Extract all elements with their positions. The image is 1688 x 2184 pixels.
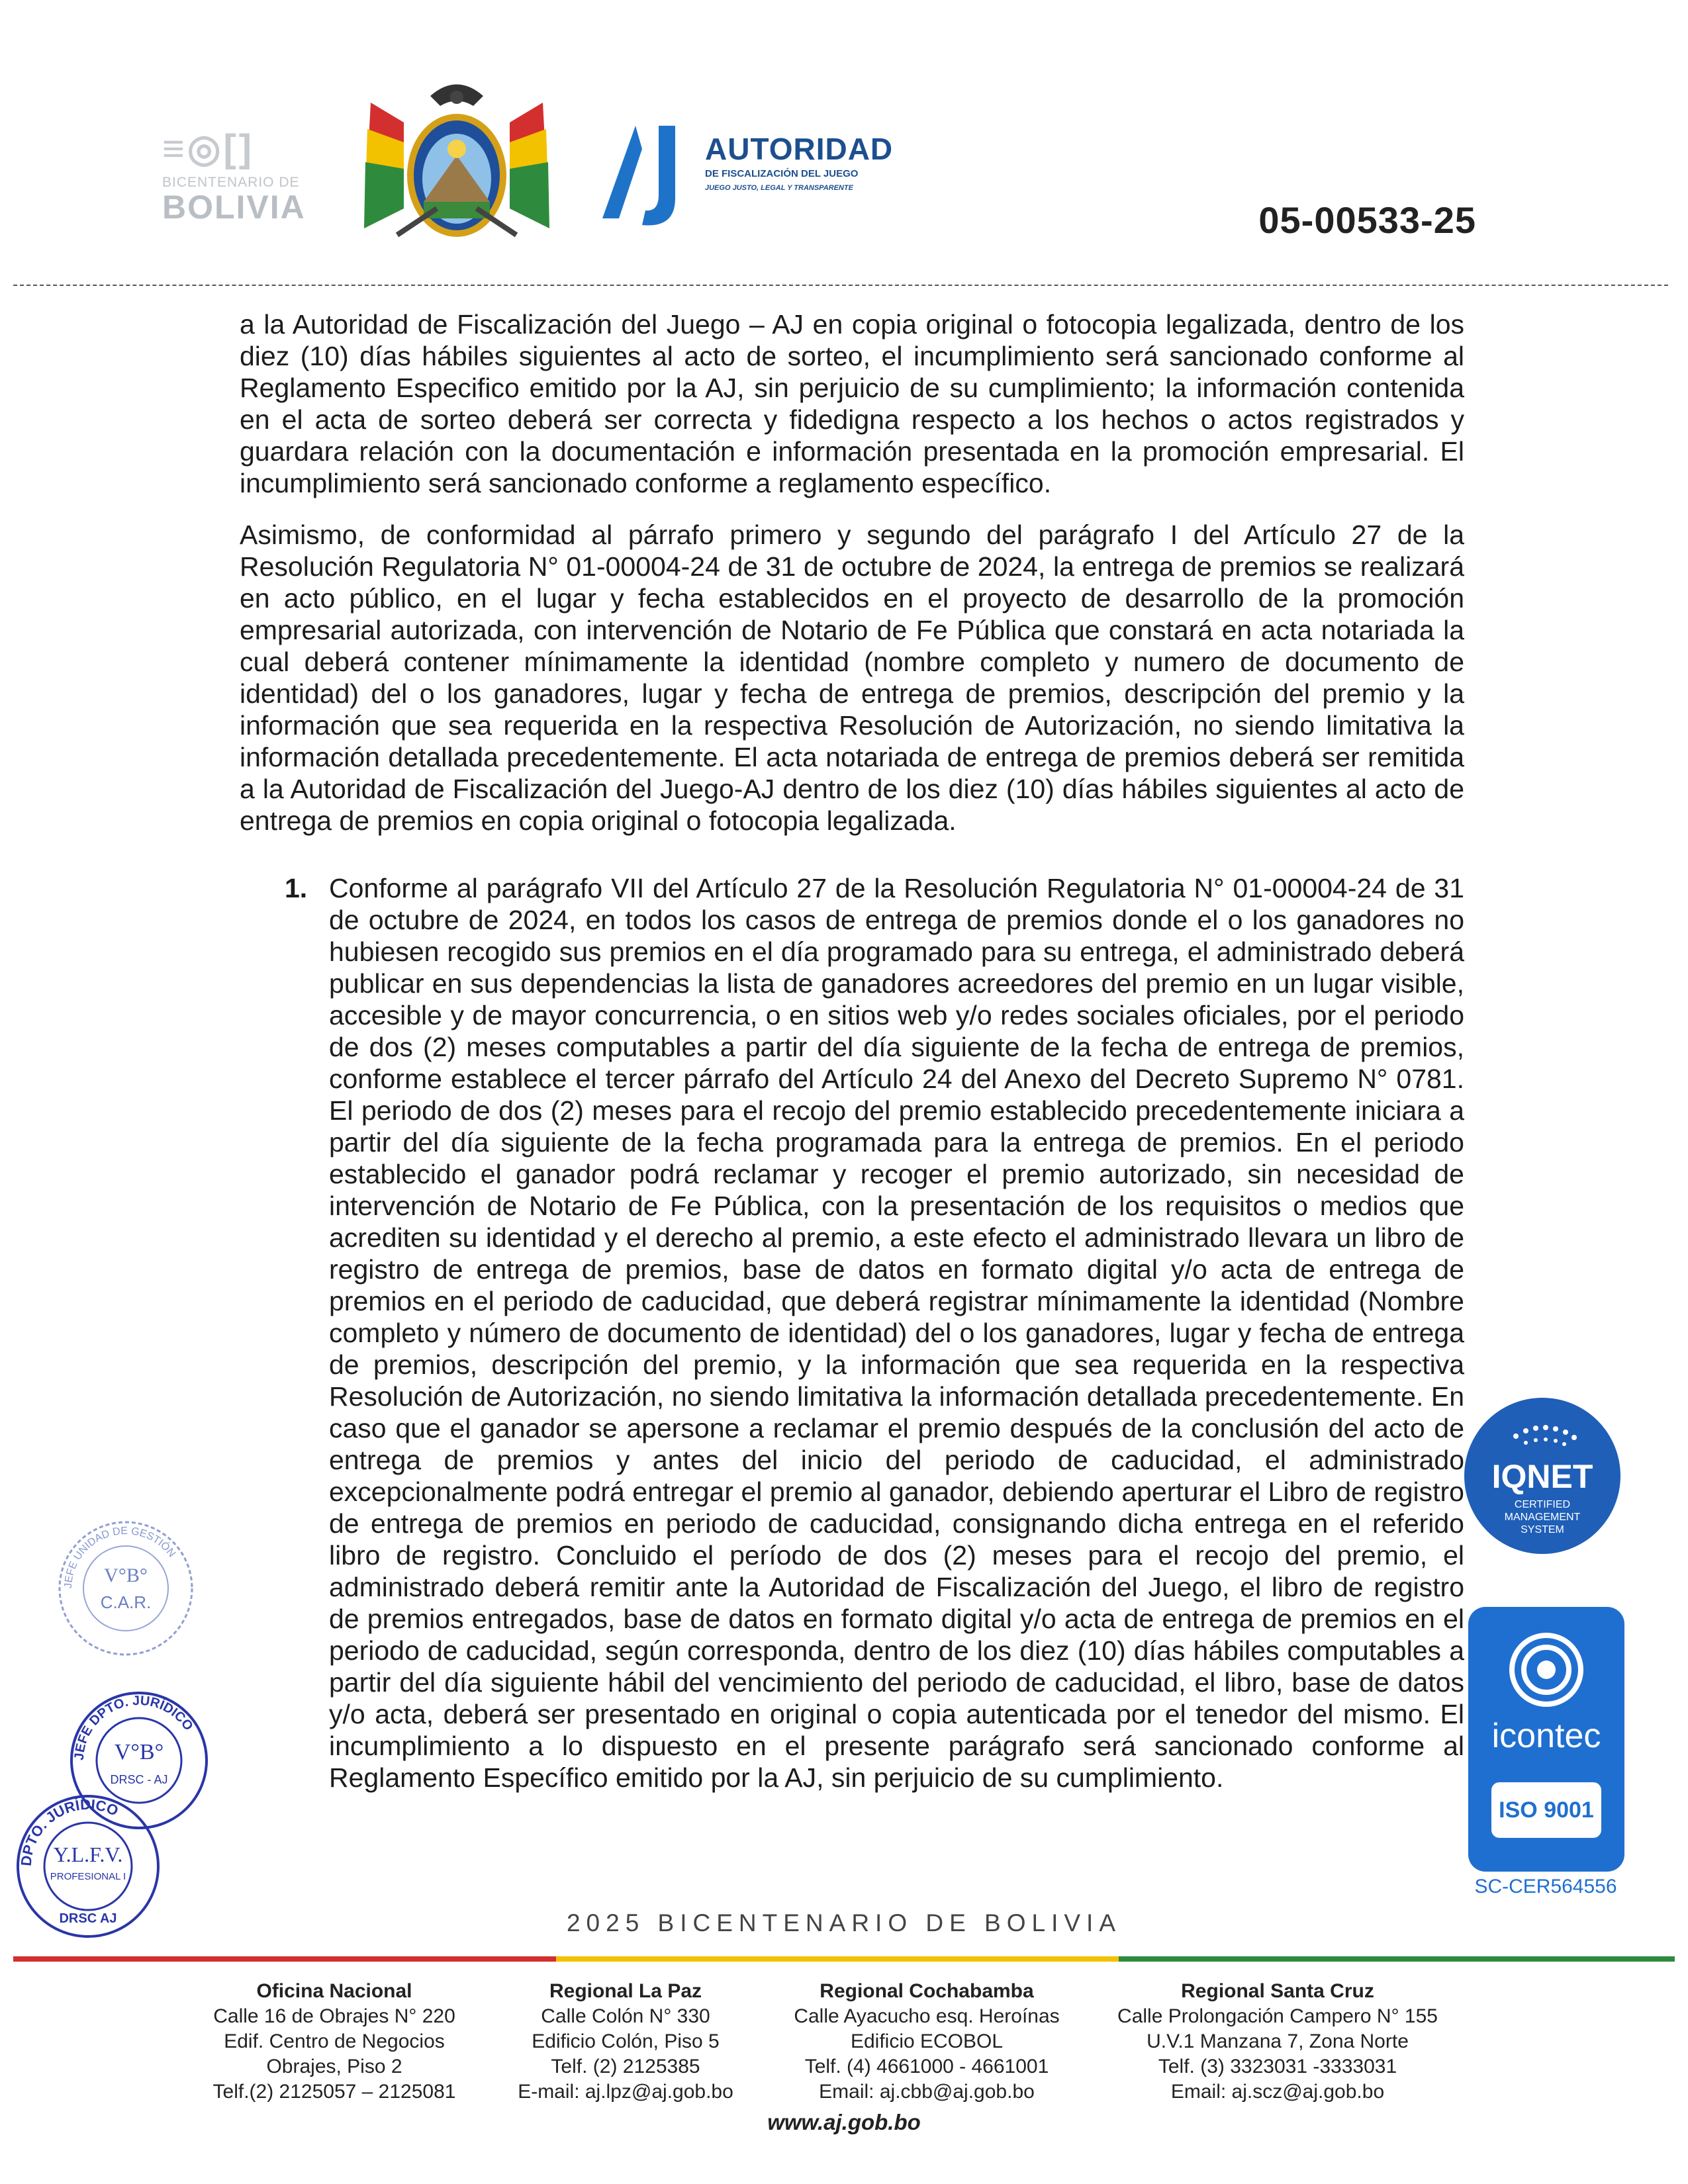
- office-block: [487, 1979, 765, 2105]
- office-name: Regional Cochabamba: [820, 1980, 1034, 2002]
- numbered-item: [240, 872, 1464, 1794]
- bicentenario-logo-small-text: BICENTENARIO DE: [162, 175, 300, 190]
- aj-logo-word: AUTORIDAD: [705, 132, 894, 166]
- office-line: Email: aj.scz@aj.gob.bo: [1170, 2081, 1385, 2103]
- iso-standard-label: ISO 9001: [1491, 1782, 1601, 1838]
- office-line: Calle Colón N° 330: [541, 2005, 710, 2027]
- office-line: Telf. (4) 4661000 - 4661001: [804, 2056, 1049, 2077]
- office-block: [788, 1979, 1066, 2105]
- header-divider: [13, 285, 1668, 286]
- aj-logo: [589, 119, 900, 232]
- office-name: Regional Santa Cruz: [1181, 1980, 1374, 2002]
- stamp-role: PROFESIONAL I: [50, 1871, 126, 1882]
- office-line: Email: aj.cbb@aj.gob.bo: [819, 2081, 1035, 2103]
- document-body: [240, 308, 1464, 1794]
- iqnet-line3: SYSTEM: [1521, 1524, 1564, 1535]
- office-line: Telf.(2) 2125057 – 2125081: [212, 2081, 456, 2103]
- body-paragraph: Asimismo, de conformidad al párrafo primero y segundo del parágrafo I del Artículo 27 de la Resolución Regulatoria N° 01-00004-24 de 31 de octubre de 2024, la entrega de premios se realizará en acto público, en el lugar y fecha establecidos en el proyecto de desarrollo de la promoción empresarial autorizada, con intervención de Notario de Fe Pública que constará en acta notariada la cual deberá contener mínimamente la identidad (nombre completo y numero de documento de identidad) del o los ganadores, lugar y fecha de entrega de premios, descripción del premio y la información que sea requerida en la respectiva Resolución de Autorización, no siendo limitativa la información detallada precedentemente. El acta notariada de entrega de premios deberá ser remitida a la Autoridad de Fiscalización del Juego-AJ dentro de los diez (10) días hábiles siguientes al acto de entrega de premios en copia original o fotocopia legalizada.: [240, 520, 1464, 836]
- stamp-vb-car: [53, 1516, 199, 1661]
- bicentenario-logo-big-text: BOLIVIA: [162, 189, 306, 226]
- aj-letters-icon: [589, 119, 702, 232]
- stamp-initials: DRSC - AJ: [110, 1773, 168, 1786]
- office-block: [1112, 1979, 1443, 2105]
- office-line: Calle 16 de Obrajes N° 220: [213, 2005, 455, 2027]
- icontec-certification-badge: [1468, 1607, 1624, 1872]
- website-link[interactable]: www.aj.gob.bo: [767, 2110, 921, 2134]
- body-paragraph: a la Autoridad de Fiscalización del Juego – AJ en copia original o fotocopia legalizada, dentro de los diez (10) días hábiles siguientes al acto de sorteo, el incumplimiento será sancionado conforme al Reglamento Especifico emitido por la AJ, sin perjuicio de su cumplimiento; la información contenida en el acta de sorteo deberá ser correcta y fidedigna respecto a los hechos o actos registrados y guardara relación con la documentación e información presentada en la promoción empresarial. El incumplimiento será sancionado conforme a reglamento específico.: [240, 309, 1464, 498]
- office-line: Telf. (2) 2125385: [551, 2056, 700, 2077]
- bicentenario-logo: [162, 126, 328, 238]
- office-line: Calle Prolongación Campero N° 155: [1117, 2005, 1438, 2027]
- iqnet-name: IQNET: [1491, 1458, 1593, 1495]
- stamp-initials: C.A.R.: [100, 1592, 152, 1612]
- coat-of-arms-emblem: [357, 76, 556, 261]
- stamp-vb-text: V°B°: [104, 1565, 148, 1586]
- icontec-name: icontec: [1491, 1717, 1601, 1755]
- office-line: Obrajes, Piso 2: [266, 2056, 402, 2077]
- stamp-vb-text: Y.L.F.V.: [53, 1843, 123, 1866]
- office-line: E-mail: aj.lpz@aj.gob.bo: [518, 2081, 733, 2103]
- stamp-ring-text: DPTO. JURÍDICO: [17, 1796, 121, 1867]
- office-line: Calle Ayacucho esq. Heroínas: [794, 2005, 1060, 2027]
- footer-color-bar-green: [1119, 1956, 1675, 1962]
- footer-motto: 2025 BICENTENARIO DE BOLIVIA: [566, 1909, 1122, 1936]
- iqnet-line1: CERTIFIED: [1514, 1499, 1571, 1510]
- stamp-vb-text: V°B°: [114, 1740, 164, 1764]
- stamp-ring-text: JEFE DPTO. JURÍDICO: [71, 1693, 196, 1761]
- footer-color-bar-red: [13, 1956, 556, 1962]
- office-name: Regional La Paz: [549, 1980, 702, 2002]
- footer-color-bar-yellow: [556, 1956, 1119, 1962]
- iqnet-line2: MANAGEMENT: [1504, 1512, 1581, 1523]
- bicentenario-logo-glyphs: ≡◎[]: [162, 127, 255, 170]
- iqnet-certification-badge: [1463, 1396, 1622, 1555]
- stamp-ring-text: JEFE UNIDAD DE GESTIÓN: [62, 1525, 178, 1589]
- office-line: Edificio ECOBOL: [850, 2030, 1004, 2052]
- office-name: Oficina Nacional: [256, 1980, 412, 2002]
- office-line: U.V.1 Manzana 7, Zona Norte: [1147, 2030, 1409, 2052]
- icontec-spiral-icon: [1507, 1630, 1586, 1709]
- office-line: Edificio Colón, Piso 5: [532, 2030, 720, 2052]
- certificate-code: SC-CER564556: [1474, 1876, 1617, 1897]
- aj-logo-subtitle: DE FISCALIZACIÓN DEL JUEGO: [705, 168, 859, 179]
- office-line: Telf. (3) 3323031 -3333031: [1158, 2056, 1397, 2077]
- office-line: Edif. Centro de Negocios: [224, 2030, 445, 2052]
- numbered-item-number: 1.: [285, 873, 308, 903]
- numbered-item-text: Conforme al parágrafo VII del Artículo 27 de la Resolución Regulatoria N° 01-00004-24 de 31 de octubre de 2024, en todos los casos de entrega de premios donde el o los ganadores no hubiesen recogido sus premios en el día programado para su entrega, el administrado deberá publicar en sus dependencias la lista de ganadores acreedores del premio en un lugar visible, accesible y de mayor concurrencia, o en sitios web y/o redes sociales oficiales, por el periodo de dos (2) meses computables a partir del día siguiente de la fecha de entrega de premios, conforme establece el tercer párrafo del Artículo 24 del Anexo del Decreto Supremo N° 0781. El periodo de dos (2) meses para el recojo del premio establecido precedentemente iniciara a partir del día siguiente de la fecha programada para la entrega de premios. En el periodo establecido el ganador podrá reclamar y recoger el premio autorizado, sin necesidad de intervención de Notario de Fe Pública, con la presentación de los requisitos o medios que acrediten su identidad y el derecho al premio, a este efecto el administrado llevara un libro de registro de entrega de premios, base de datos en formato digital y/o acta de entrega de premios en el periodo de caducidad, que deberá registrar mínimamente la identidad (Nombre completo y número de documento de identidad) del o los ganadores, lugar y fecha de entrega de premios, descripción del premio, y la información que sea requerida en la respectiva Resolución de Autorización, no siendo limitativa la información detallada precedentemente. En caso que el ganador se apersone a reclamar el premio después de la conclusión del acto de entrega de premios y antes del inicio del periodo de caducidad, el administrado excepcionalmente podrá entregar el premio al ganador, debiendo aperturar el Libro de registro de entrega de premios en periodo de caducidad, consignando dicha entrega en el referido libro de registro. Concluido el período de dos (2) meses para el recojo del premio, el administrado deberá remitir ante la Autoridad de Fiscalización del Juego, el libro de registro de premios entregados, base de datos en formato digital y/o acta de entrega de premios en el periodo de caducidad, según corresponda, dentro de los diez (10) días hábiles computables a partir del día siguiente hábil del vencimiento del periodo de caducidad, el libro, base de datos y/o acta, deberá ser presentado en original o copia autenticada por el tenedor del mismo. El incumplimiento a lo dispuesto en el presente parágrafo será sancionado conforme al Reglamento Específico emitido por la AJ, sin perjuicio de su cumplimiento.: [329, 873, 1464, 1793]
- stamp-bottom-text: DRSC AJ: [59, 1911, 117, 1926]
- document-number: 05-00533-25: [1258, 199, 1476, 241]
- aj-logo-tagline: JUEGO JUSTO, LEGAL Y TRANSPARENTE: [705, 184, 853, 192]
- office-block: [195, 1979, 473, 2105]
